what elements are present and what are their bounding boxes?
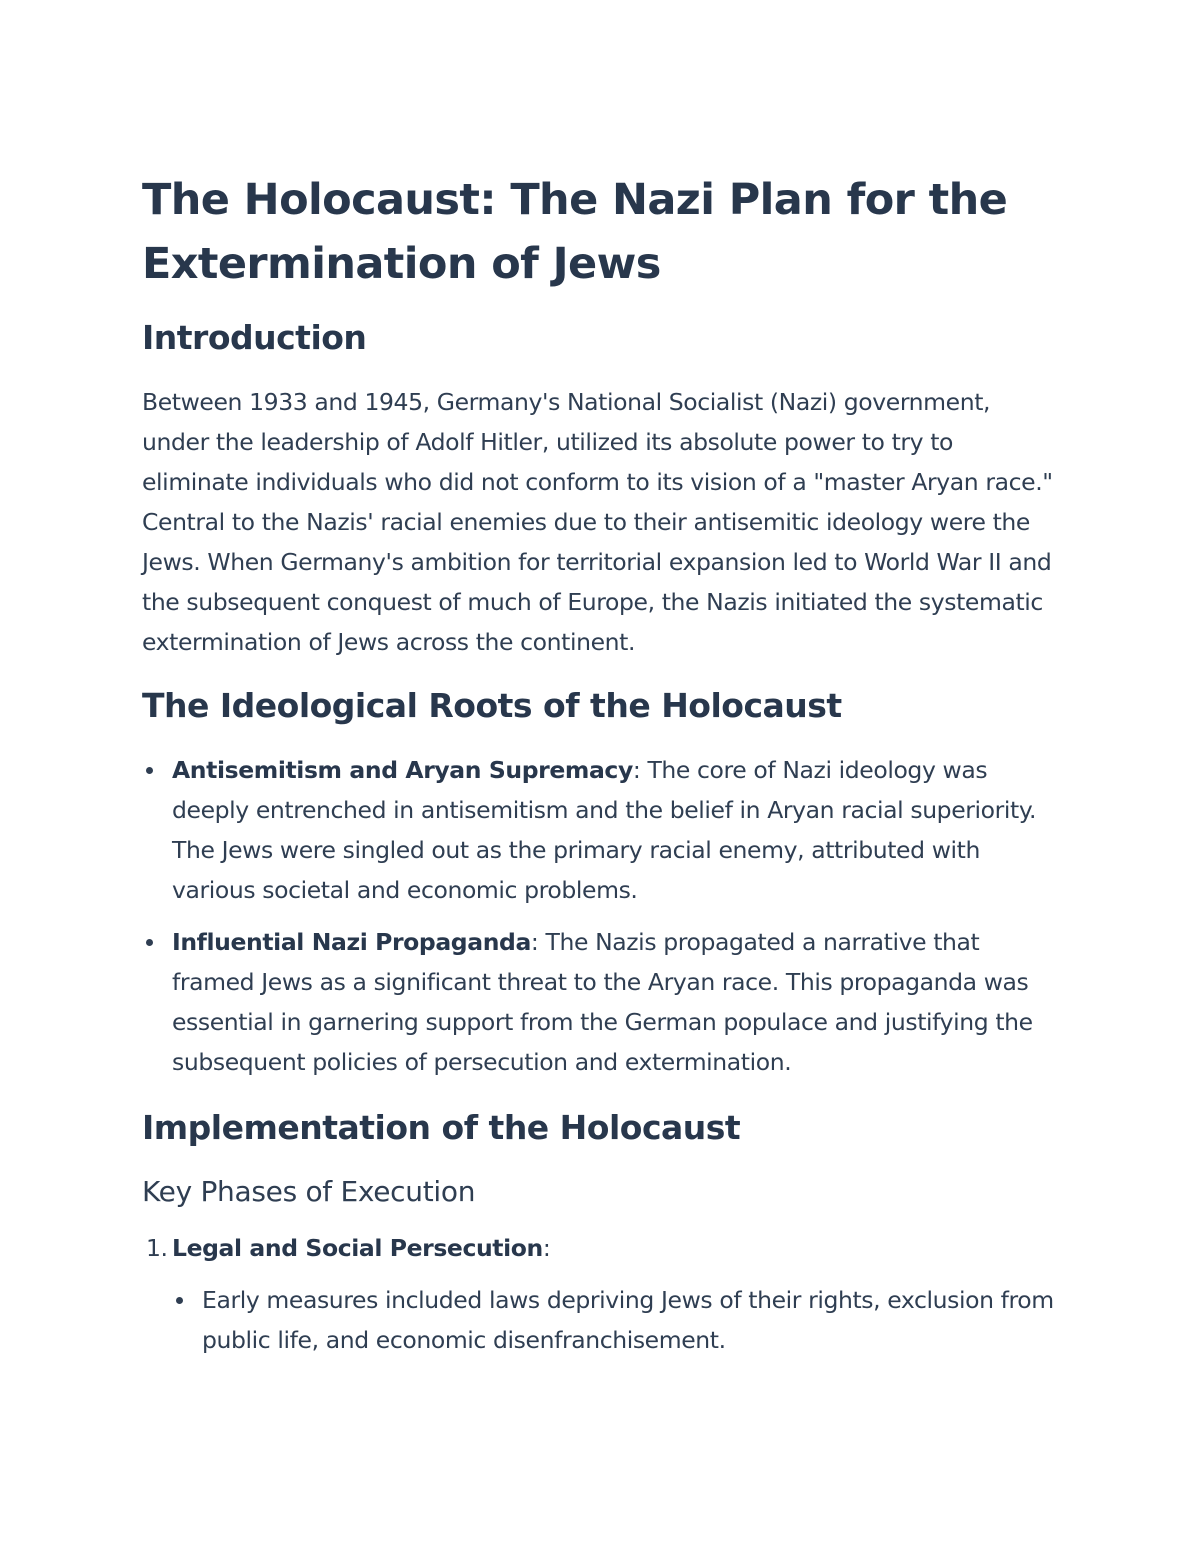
section-heading: The Ideological Roots of the Holocaust — [142, 686, 842, 725]
phase-term: Legal and Social Persecution — [172, 1234, 543, 1262]
bullet-list — [142, 750, 1062, 1082]
section-subheading: Key Phases of Execution — [142, 1175, 476, 1208]
document-page — [142, 168, 1062, 1360]
document-title: The Holocaust: The Nazi Plan for the Extermination of Jews — [142, 175, 1008, 289]
phase-item — [142, 1228, 1062, 1360]
bullet-icon — [146, 939, 153, 946]
list-item-term: Antisemitism and Aryan Supremacy — [172, 756, 633, 784]
list-item-text: : The Nazis propagated a narrative that framed Jews as a significant threat to the Aryan race. This propaganda was essential in garnering support from the German populace and justifying the subsequent policies of persecution and extermination. — [172, 928, 1033, 1076]
section-introduction — [142, 316, 1062, 662]
section-ideological-roots — [142, 684, 1062, 1082]
section-implementation — [142, 1106, 1062, 1360]
section-heading: Implementation of the Holocaust — [142, 1108, 741, 1147]
list-item — [172, 1280, 1062, 1360]
phase-number: 1. — [146, 1234, 168, 1262]
bullet-icon — [146, 767, 153, 774]
list-item — [142, 922, 1062, 1082]
section-heading: Introduction — [142, 318, 367, 357]
list-item-term: Influential Nazi Propaganda — [172, 928, 531, 956]
phase-sub-list — [172, 1280, 1062, 1360]
list-item-text: Early measures included laws depriving Jews of their rights, exclusion from public life, and economic disenfranchisement. — [202, 1286, 1054, 1354]
phase-list — [142, 1228, 1062, 1360]
list-item — [142, 750, 1062, 910]
phase-term-suffix: : — [542, 1234, 551, 1262]
bullet-icon — [176, 1297, 183, 1304]
intro-paragraph: Between 1933 and 1945, Germany's National Socialist (Nazi) government, under the leadership of Adolf Hitler, utilized its absolute power to try to eliminate individuals who did not conform to its vision of a "master Aryan race." Central to the Nazis' racial enemies due to their antisemitic ideology were the Jews. When Germany's ambition for territorial expansion led to World War II and the subsequent conquest of much of Europe, the Nazis initiated the systematic extermination of Jews across the continent. — [142, 388, 1053, 656]
list-item-text: : The core of Nazi ideology was deeply entrenched in antisemitism and the belief in Aryan racial superiority. The Jews were singled out as the primary racial enemy, attributed with various societal and economic problems. — [172, 756, 1037, 904]
